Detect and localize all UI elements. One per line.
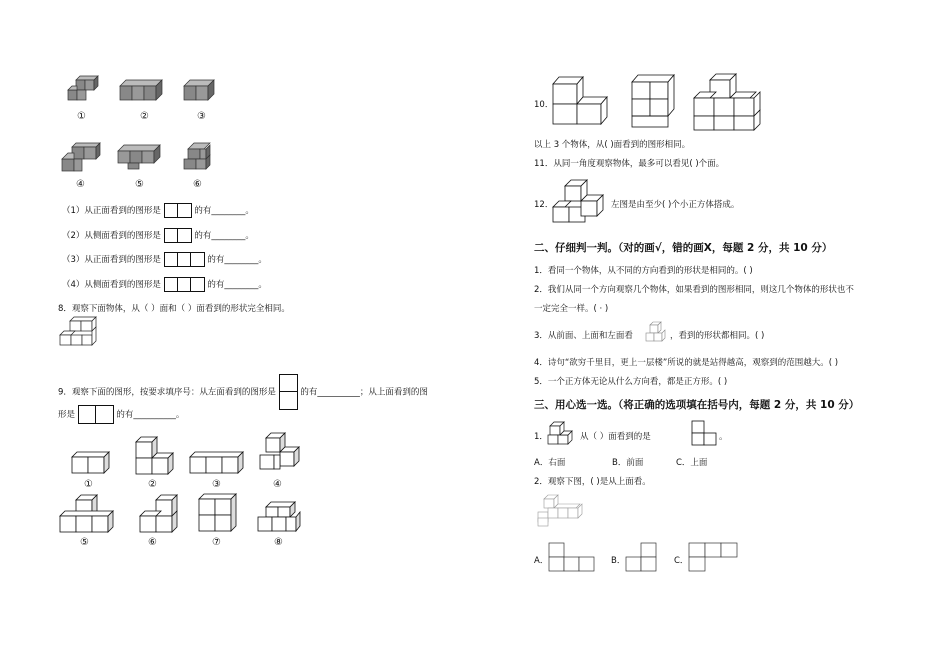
view-three-squares-icon: [164, 252, 205, 267]
fig2-label-8: ⑧: [274, 537, 283, 548]
question-4-text: （4）从侧面看到的图形是: [62, 280, 161, 290]
fig2-label-7: ⑦: [212, 537, 221, 548]
question-1-line: [62, 203, 254, 218]
choice-1-number: 1．: [534, 432, 548, 442]
judge-3-text-b: ，看到的形状都相同。( ): [670, 331, 765, 341]
fig2-label-1: ①: [84, 479, 93, 490]
view-two-squares-icon: [164, 203, 192, 218]
judge-1: 1．看同一个物体，从不同的方向看到的形状是相同的。( ): [534, 266, 753, 276]
question-1-answer: 的有________。: [194, 206, 254, 216]
fig2-label-2: ②: [148, 479, 157, 490]
cube-object-choice-1: [546, 421, 580, 447]
choice-2: 2．观察下图，( )是从上面看。: [534, 477, 651, 487]
fig2-label-4: ④: [273, 479, 282, 490]
question-2-text: （2）从侧面看到的图形是: [62, 231, 161, 241]
fig2-label-6: ⑥: [148, 537, 157, 548]
choice-1-end: 。: [719, 432, 728, 442]
fig2-label-3: ③: [212, 479, 221, 490]
choice-1-option-c: C．上面: [676, 458, 708, 468]
question-10-text: 以上 3 个物体，从( )面看到的图形相同。: [534, 140, 691, 150]
fig1-label-2: ②: [140, 111, 149, 122]
cube-object-choice-2: [536, 494, 588, 530]
section-3-heading: 三、用心选一选。（将正确的选项填在括号内，每题 2 分，共 10 分）: [534, 399, 860, 411]
fig1-label-3: ③: [197, 111, 206, 122]
question-3-answer: 的有________。: [207, 255, 267, 265]
judge-5: 5．一个正方体无论从什么方向看，都是正方形。( ): [534, 377, 728, 387]
question-10-number: 10．: [534, 100, 554, 110]
cube-object-1: [553, 77, 615, 127]
shaded-cube-group-5: [118, 145, 168, 175]
view-two-squares-icon: [164, 228, 192, 243]
cube-object-q12: [553, 180, 609, 226]
shaded-cube-group-2: [120, 80, 170, 110]
question-3-text: （3）从正面看到的图形是: [62, 255, 161, 265]
question-9-text-a: 9．观察下面的图形，按要求填序号：从左面看到的图形是: [58, 387, 276, 398]
question-3-line: [62, 252, 267, 267]
fig2-label-5: ⑤: [80, 537, 89, 548]
question-9-line-2: [58, 405, 184, 424]
question-9-text-d: 的有__________。: [116, 410, 185, 420]
judge-4: 4．诗句“欲穷千里目，更上一层楼”所说的就是站得越高，观察到的范围越大。( ): [534, 358, 839, 368]
choice-2-option-a-label: A．: [534, 556, 549, 566]
cube-figure-1: [72, 452, 112, 478]
cube-arrangement-q8: [58, 317, 108, 349]
question-2-answer: 的有________。: [194, 231, 254, 241]
cube-object-judge-3: [644, 321, 670, 345]
fig1-label-5: ⑤: [135, 179, 144, 190]
choice-1-option-a: A．右面: [534, 458, 566, 468]
shaded-cube-group-1: [66, 76, 106, 106]
cube-object-3: [694, 74, 770, 134]
cube-figure-5: [60, 495, 116, 537]
cube-figure-4: [258, 433, 303, 477]
fig1-label-1: ①: [77, 111, 86, 122]
view-two-stacked-squares-icon: [279, 374, 298, 410]
question-9-text-b: 的有__________；从上面看到的图: [300, 387, 428, 398]
view-three-squares-icon: [164, 277, 205, 292]
choice-1-text: 从（ ）面看到的是: [580, 432, 651, 442]
question-11: 11．从同一角度观察物体，最多可以看见( )个面。: [534, 159, 725, 169]
fig1-label-4: ④: [76, 179, 85, 190]
question-2-line: [62, 228, 254, 243]
question-12-number: 12．: [534, 200, 554, 210]
cube-figure-2: [136, 437, 176, 477]
choice-2-option-b-label: B．: [611, 556, 626, 566]
option-c-shape-icon: [688, 542, 740, 572]
choice-2-option-c-label: C．: [674, 556, 689, 566]
top-view-shape-icon: [691, 420, 721, 448]
choice-1-option-b: B．前面: [612, 458, 644, 468]
view-two-squares-wide-icon: [78, 405, 114, 424]
shaded-cube-group-6: [184, 143, 224, 177]
judge-2-line-1: 2．我们从同一个方向观察几个物体，如果看到的图形相同，则这几个物体的形状也不: [534, 285, 854, 295]
question-9-text-c: 形是: [58, 410, 76, 420]
cube-figure-8: [256, 502, 306, 534]
option-a-shape-icon: [548, 542, 600, 572]
question-12-text: 左图是由至少( )个小正方体搭成。: [611, 200, 740, 210]
judge-3-text-a: 3．从前面、上面和左面看: [534, 331, 633, 341]
cube-object-2: [632, 75, 680, 131]
question-1-text: （1）从正面看到的图形是: [62, 206, 161, 216]
shaded-cube-group-3: [184, 80, 224, 110]
question-8: 8．观察下面物体，从（ ）面和（ ）面看到的形状完全相同。: [58, 304, 290, 314]
cube-figure-6: [140, 495, 180, 537]
shaded-cube-group-4: [60, 143, 105, 177]
fig1-label-6: ⑥: [193, 179, 202, 190]
cube-figure-7: [199, 494, 239, 536]
judge-2-line-2: 一定完全一样。( · ): [534, 304, 609, 314]
section-2-heading: 二、仔细判一判。（对的画√，错的画X，每题 2 分，共 10 分）: [534, 242, 833, 254]
question-4-line: [62, 277, 267, 292]
option-b-shape-icon: [625, 542, 661, 572]
question-4-answer: 的有________。: [207, 280, 267, 290]
cube-figure-3: [190, 452, 246, 478]
